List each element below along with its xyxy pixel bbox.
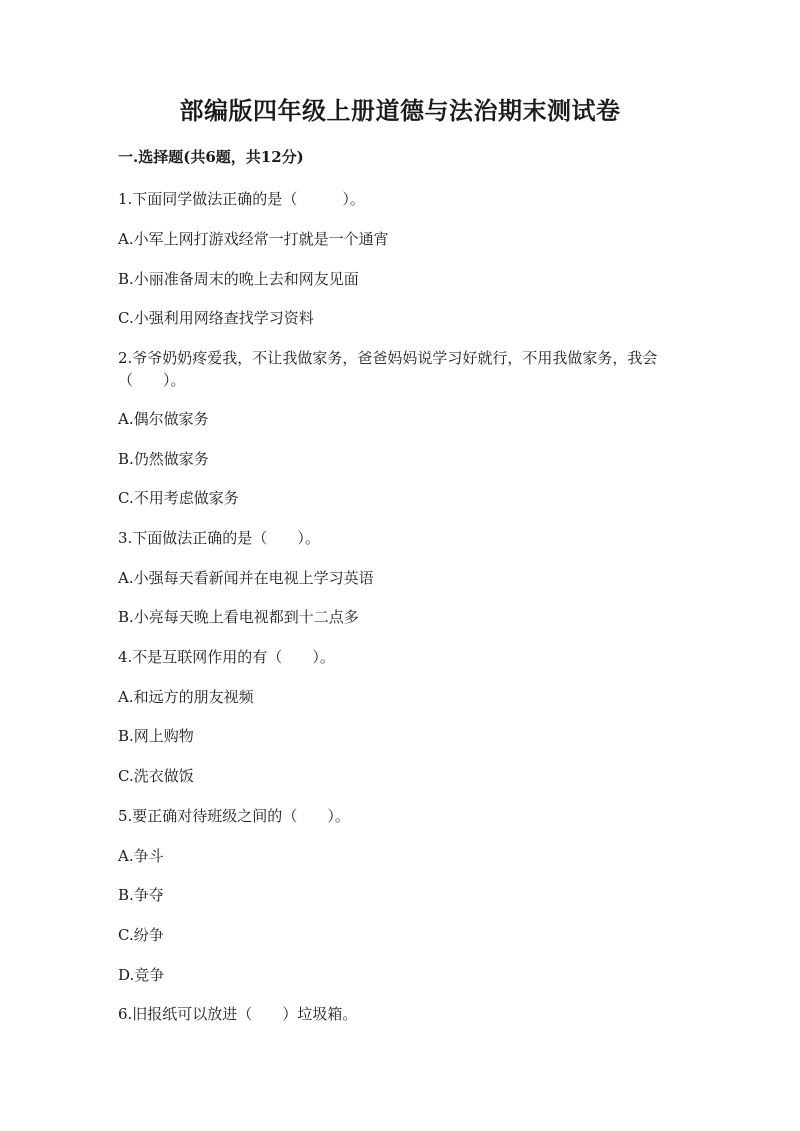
- question-5-option-d: D.竞争: [118, 966, 165, 984]
- page-title: 部编版四年级上册道德与法治期末测试卷: [179, 96, 621, 125]
- question-3-option-b: B.小亮每天晚上看电视都到十二点多: [118, 608, 359, 626]
- section-heading: 一.选择题(共6题，共12分): [118, 148, 304, 166]
- question-4-option-c: C.洗衣做饭: [118, 767, 194, 785]
- question-3-stem: 3.下面做法正确的是（ ）。: [118, 529, 320, 547]
- question-1-option-a: A.小军上网打游戏经常一打就是一个通宵: [118, 230, 389, 248]
- question-5-option-c: C.纷争: [118, 926, 164, 944]
- question-3-option-a: A.小强每天看新闻并在电视上学习英语: [118, 569, 374, 587]
- question-2-stem: 2.爷爷奶奶疼爱我，不让我做家务，爸爸妈妈说学习好就行，不用我做家务，我会（ ）。: [118, 349, 658, 389]
- question-1-option-b: B.小丽准备周末的晚上去和网友见面: [118, 270, 359, 288]
- question-4-option-b: B.网上购物: [118, 727, 194, 745]
- question-1-option-c: C.小强利用网络查找学习资料: [118, 309, 314, 327]
- question-2-option-a: A.偶尔做家务: [118, 410, 209, 428]
- question-4-option-a: A.和远方的朋友视频: [118, 688, 254, 706]
- question-2-option-b: B.仍然做家务: [118, 450, 209, 468]
- question-1-stem: 1.下面同学做法正确的是（ ）。: [118, 190, 365, 208]
- question-5-stem: 5.要正确对待班级之间的（ ）。: [118, 807, 350, 825]
- question-5-option-a: A.争斗: [118, 847, 164, 865]
- question-6-stem: 6.旧报纸可以放进（ ）垃圾箱。: [118, 1005, 358, 1023]
- question-2-option-c: C.不用考虑做家务: [118, 489, 239, 507]
- question-4-stem: 4.不是互联网作用的有（ ）。: [118, 648, 335, 666]
- question-5-option-b: B.争夺: [118, 886, 164, 904]
